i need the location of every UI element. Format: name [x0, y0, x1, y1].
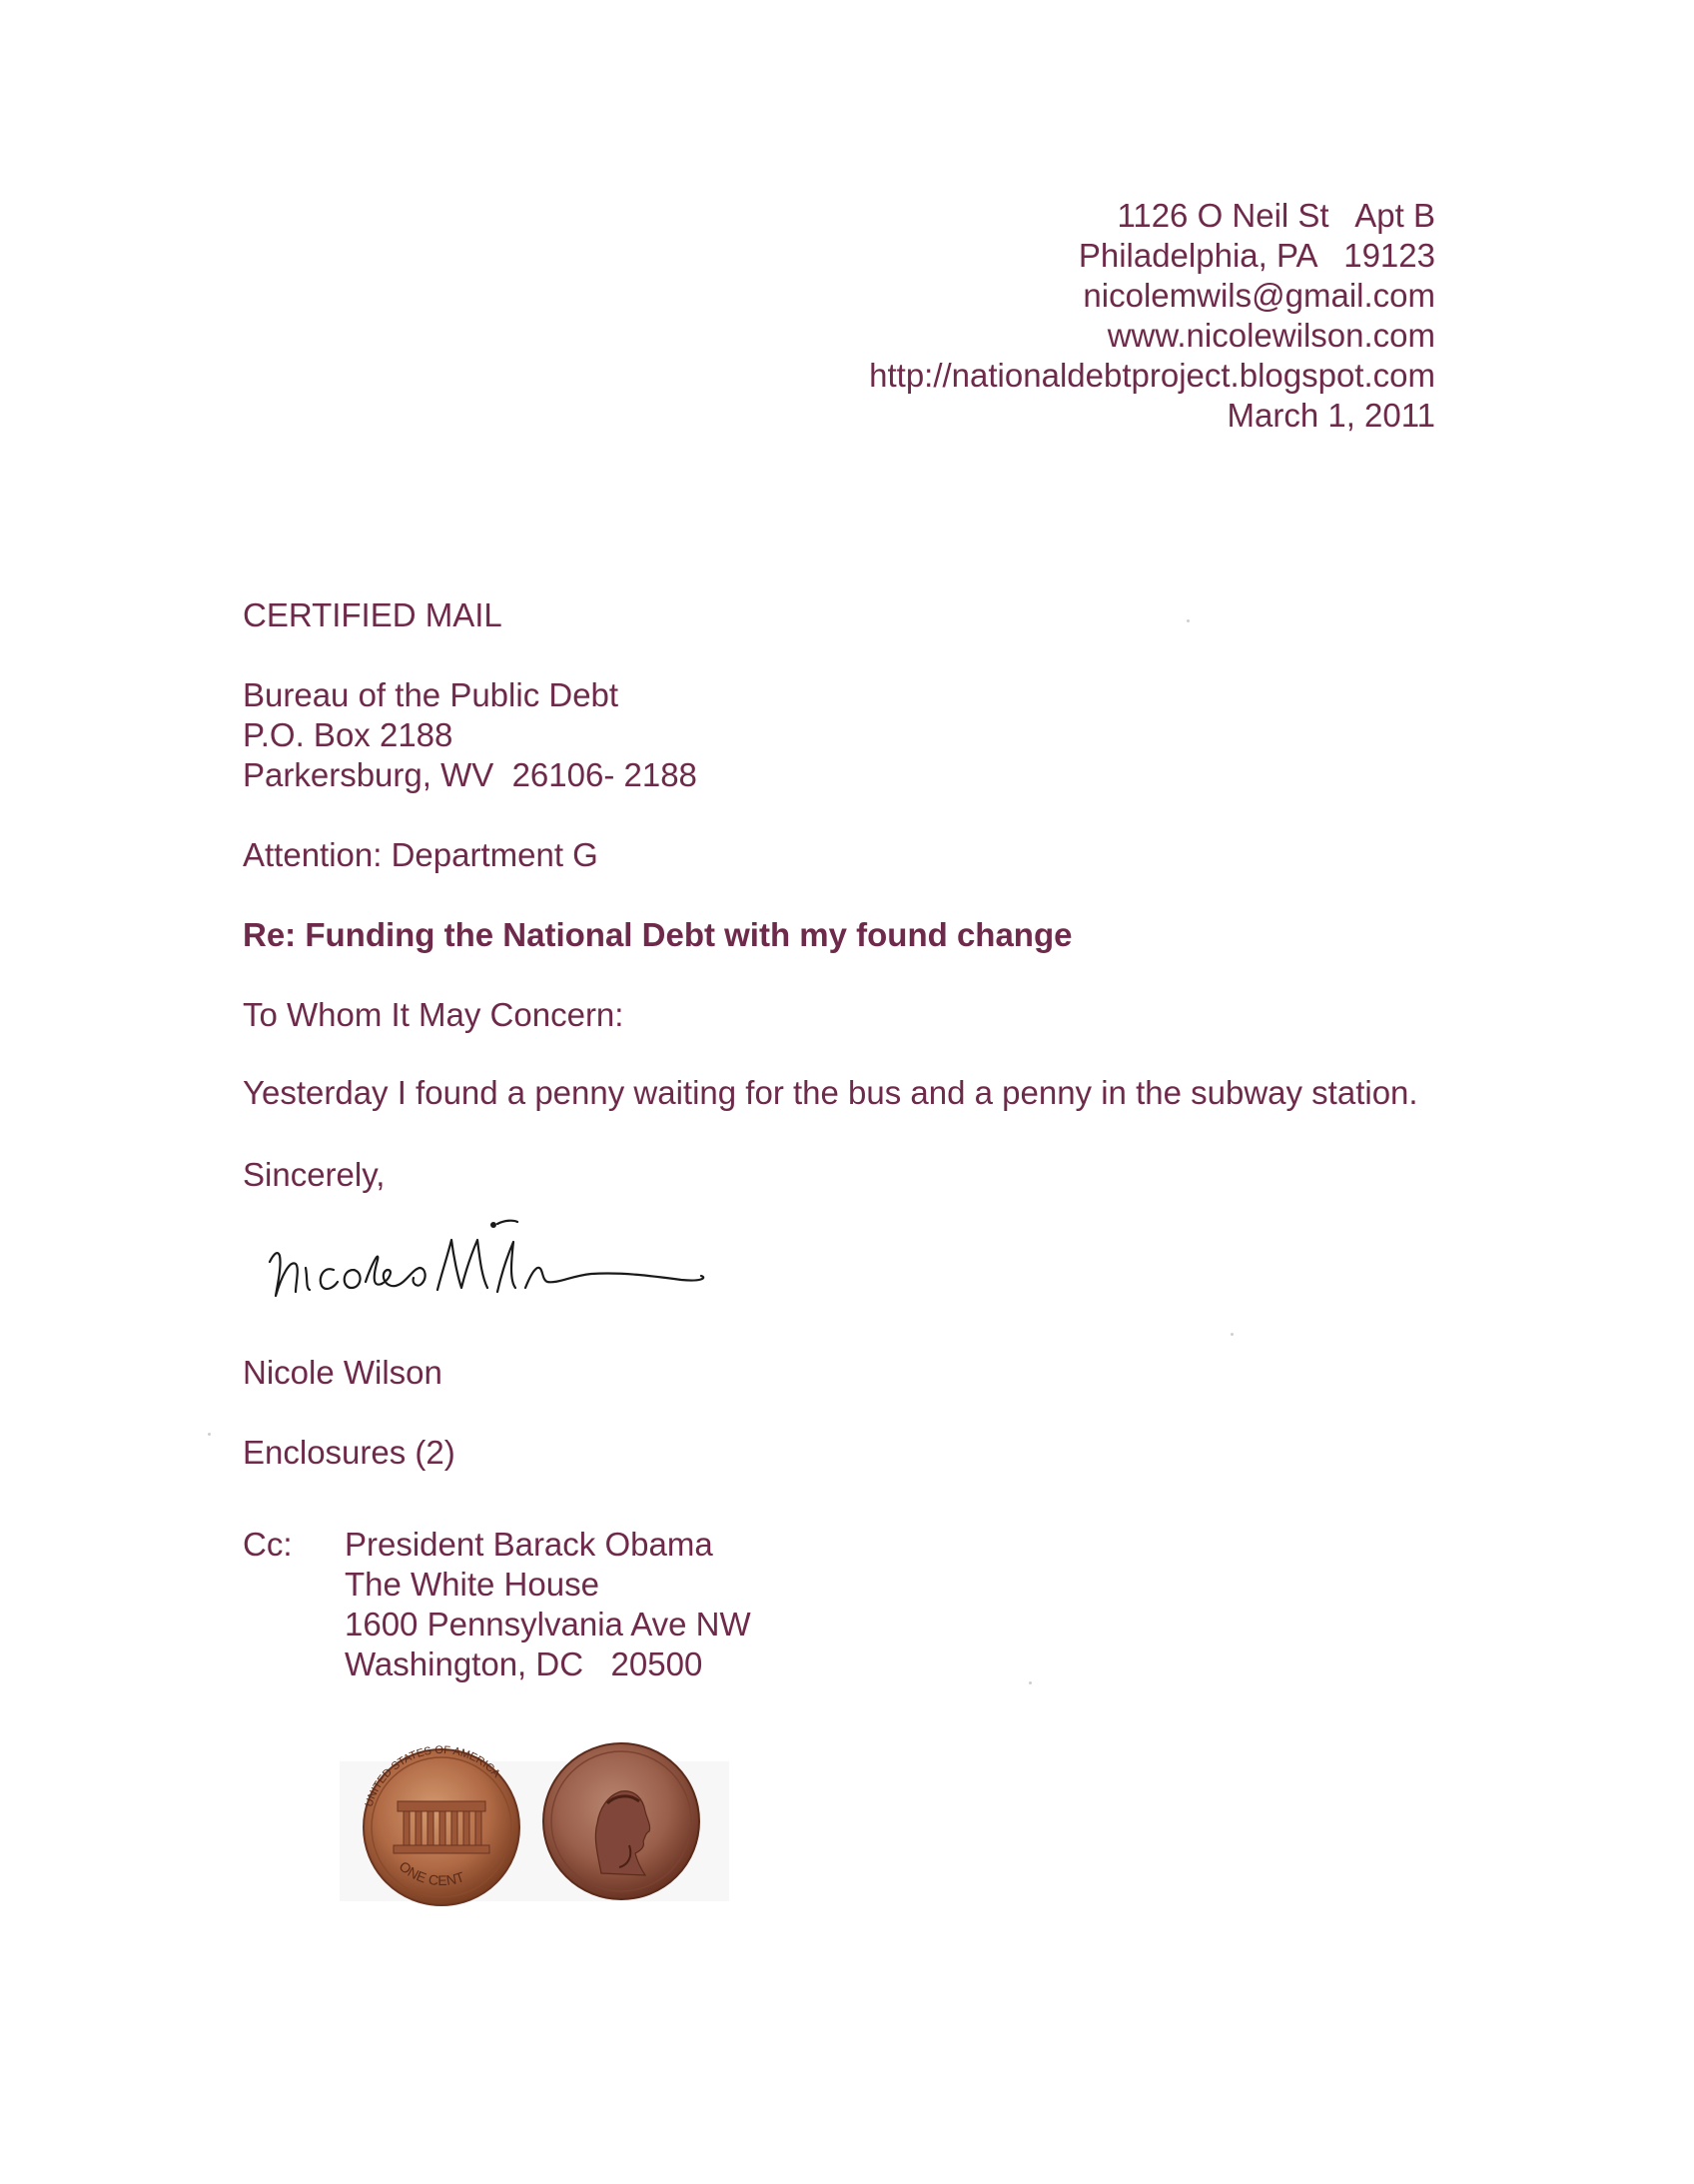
scan-speck — [1029, 1681, 1032, 1684]
enclosures-line: Enclosures (2) — [243, 1434, 455, 1471]
sender-blog: http://nationaldebtproject.blogspot.com — [869, 357, 1435, 394]
sender-email: nicolemwils@gmail.com — [1083, 277, 1435, 314]
letter-date: March 1, 2011 — [1227, 397, 1435, 434]
penny-reverse — [364, 1744, 519, 1905]
cc-label: Cc: — [243, 1526, 293, 1563]
cc-address-block — [345, 1525, 751, 1684]
recipient-city: Parkersburg, WV 26106- 2188 — [243, 756, 697, 793]
scan-speck — [1231, 1333, 1234, 1336]
attention-line: Attention: Department G — [243, 836, 598, 873]
sender-address-block — [869, 196, 1435, 436]
letter-body: Yesterday I found a penny waiting for the bus and a penny in the subway station. — [243, 1074, 1418, 1111]
scan-speck — [1187, 619, 1190, 622]
penny-rim-top-text: UNITED STATES OF AMERICA — [363, 1743, 502, 1809]
cc-line: 1600 Pennsylvania Ave NW — [345, 1606, 751, 1642]
handwritten-signature — [262, 1184, 821, 1324]
mail-type: CERTIFIED MAIL — [243, 596, 502, 633]
sender-website: www.nicolewilson.com — [1107, 317, 1435, 354]
scan-speck — [208, 1433, 211, 1436]
enclosed-pennies — [340, 1733, 739, 1913]
penny-rim-bottom-text: ONE CENT — [396, 1857, 466, 1889]
recipient-name: Bureau of the Public Debt — [243, 676, 619, 713]
penny-obverse — [543, 1743, 699, 1899]
closing: Sincerely, — [243, 1156, 386, 1193]
recipient-po-box: P.O. Box 2188 — [243, 716, 453, 753]
cc-line: Washington, DC 20500 — [345, 1645, 703, 1682]
cc-line: President Barack Obama — [345, 1526, 713, 1563]
subject-line: Re: Funding the National Debt with my found change — [243, 916, 1073, 953]
signer-name: Nicole Wilson — [243, 1354, 442, 1391]
sender-city: Philadelphia, PA 19123 — [1078, 237, 1435, 274]
sender-street: 1126 O Neil St Apt B — [1117, 197, 1435, 234]
salutation: To Whom It May Concern: — [243, 996, 624, 1033]
cc-line: The White House — [345, 1566, 599, 1603]
